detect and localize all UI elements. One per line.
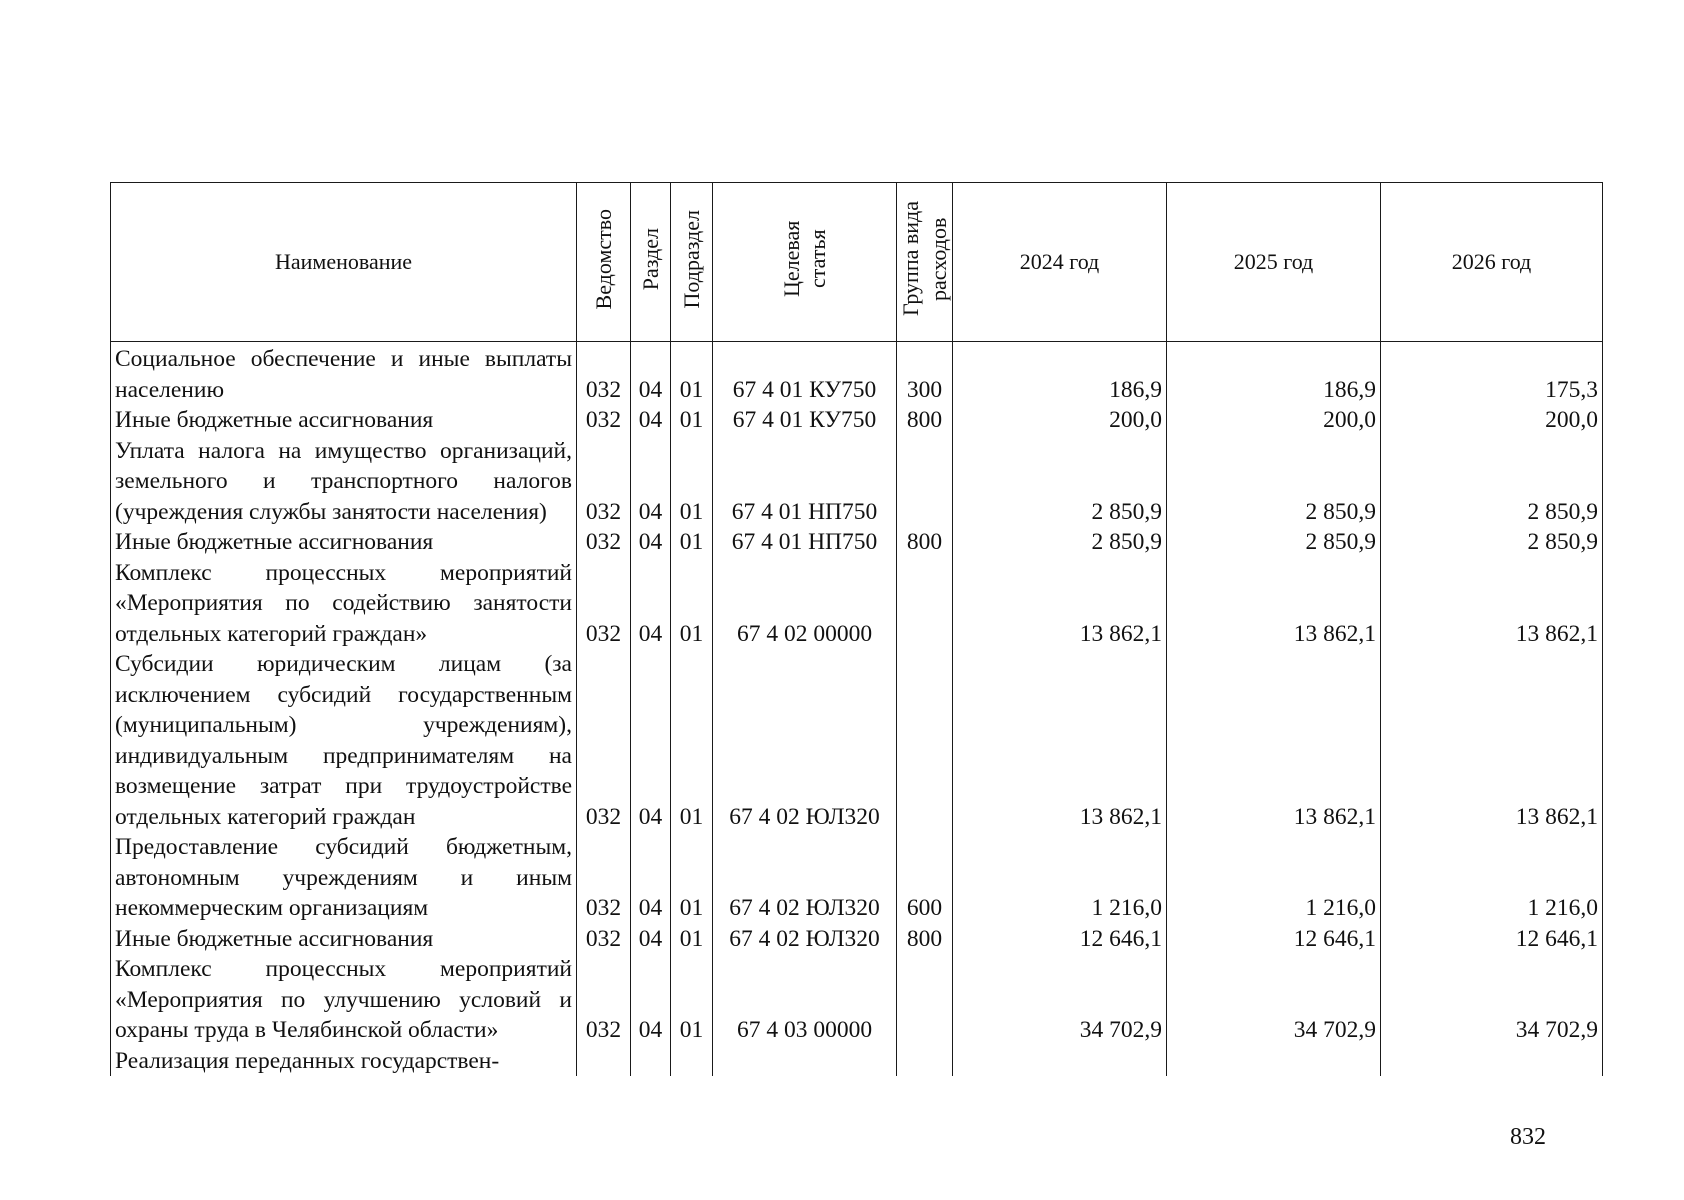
cell-subsection: 01 — [671, 405, 713, 436]
cell-y2024: 1 216,0 — [953, 832, 1167, 924]
cell-y2024: 2 850,9 — [953, 436, 1167, 528]
cell-subsection: 01 — [671, 649, 713, 832]
cell-subsection: 01 — [671, 558, 713, 650]
cell-department: 032 — [577, 832, 631, 924]
cell-subsection — [671, 1046, 713, 1077]
header-year-2026: 2026 год — [1381, 183, 1603, 342]
cell-y2025: 2 850,9 — [1167, 436, 1381, 528]
cell-target-item: 67 4 02 ЮЛ320 — [713, 924, 897, 955]
cell-y2024: 12 646,1 — [953, 924, 1167, 955]
cell-department — [577, 1046, 631, 1077]
cell-name: Иные бюджетные ассигнования — [111, 527, 577, 558]
cell-name: Уплата налога на имущество организаций, земельного и транспортного налогов (учреждения службы занятости населения) — [111, 436, 577, 528]
header-name: Наименование — [111, 183, 577, 342]
cell-expense-group: 600 — [897, 832, 953, 924]
cell-y2026: 12 646,1 — [1381, 924, 1603, 955]
cell-y2024: 34 702,9 — [953, 954, 1167, 1046]
cell-y2024: 13 862,1 — [953, 558, 1167, 650]
cell-department: 032 — [577, 954, 631, 1046]
cell-target-item — [713, 1046, 897, 1077]
cell-section: 04 — [631, 832, 671, 924]
table-row — [111, 649, 1603, 832]
cell-expense-group — [897, 1046, 953, 1077]
cell-y2025: 2 850,9 — [1167, 527, 1381, 558]
cell-target-item: 67 4 03 00000 — [713, 954, 897, 1046]
cell-y2025: 12 646,1 — [1167, 924, 1381, 955]
cell-department: 032 — [577, 342, 631, 406]
cell-department: 032 — [577, 558, 631, 650]
cell-y2026: 34 702,9 — [1381, 954, 1603, 1046]
cell-subsection: 01 — [671, 832, 713, 924]
cell-section: 04 — [631, 436, 671, 528]
cell-section: 04 — [631, 405, 671, 436]
table-body — [111, 342, 1603, 1077]
cell-expense-group — [897, 649, 953, 832]
cell-target-item: 67 4 02 ЮЛ320 — [713, 832, 897, 924]
cell-department: 032 — [577, 924, 631, 955]
cell-section: 04 — [631, 558, 671, 650]
cell-name: Иные бюджетные ассигнования — [111, 405, 577, 436]
cell-y2026: 200,0 — [1381, 405, 1603, 436]
cell-section: 04 — [631, 342, 671, 406]
cell-target-item: 67 4 01 КУ750 — [713, 405, 897, 436]
cell-y2026: 1 216,0 — [1381, 832, 1603, 924]
cell-y2024: 13 862,1 — [953, 649, 1167, 832]
header-department: Ведомство — [577, 183, 631, 342]
cell-y2024: 200,0 — [953, 405, 1167, 436]
budget-table — [110, 182, 1603, 1076]
cell-y2025 — [1167, 1046, 1381, 1077]
cell-y2026: 2 850,9 — [1381, 527, 1603, 558]
cell-expense-group: 800 — [897, 405, 953, 436]
header-year-2025: 2025 год — [1167, 183, 1381, 342]
cell-expense-group: 300 — [897, 342, 953, 406]
cell-y2026: 13 862,1 — [1381, 649, 1603, 832]
cell-department: 032 — [577, 405, 631, 436]
cell-y2025: 13 862,1 — [1167, 649, 1381, 832]
table-row — [111, 527, 1603, 558]
cell-target-item: 67 4 01 НП750 — [713, 436, 897, 528]
cell-expense-group — [897, 558, 953, 650]
cell-department: 032 — [577, 649, 631, 832]
cell-y2025: 13 862,1 — [1167, 558, 1381, 650]
cell-name: Социальное обеспечение и иные выплаты населению — [111, 342, 577, 406]
table-row — [111, 924, 1603, 955]
header-section: Раздел — [631, 183, 671, 342]
table-row — [111, 436, 1603, 528]
cell-subsection: 01 — [671, 924, 713, 955]
cell-department: 032 — [577, 436, 631, 528]
table-row — [111, 342, 1603, 406]
cell-section: 04 — [631, 649, 671, 832]
cell-section: 04 — [631, 924, 671, 955]
cell-section — [631, 1046, 671, 1077]
header-subsection: Подраздел — [671, 183, 713, 342]
cell-y2025: 186,9 — [1167, 342, 1381, 406]
cell-y2024: 186,9 — [953, 342, 1167, 406]
cell-target-item: 67 4 01 НП750 — [713, 527, 897, 558]
page-number: 832 — [1510, 1124, 1546, 1150]
table-row — [111, 558, 1603, 650]
table-row — [111, 954, 1603, 1046]
table-row — [111, 1046, 1603, 1077]
cell-y2024 — [953, 1046, 1167, 1077]
cell-y2024: 2 850,9 — [953, 527, 1167, 558]
cell-target-item: 67 4 02 ЮЛ320 — [713, 649, 897, 832]
cell-target-item: 67 4 01 КУ750 — [713, 342, 897, 406]
cell-expense-group — [897, 436, 953, 528]
cell-subsection: 01 — [671, 527, 713, 558]
cell-department: 032 — [577, 527, 631, 558]
cell-section: 04 — [631, 527, 671, 558]
cell-target-item: 67 4 02 00000 — [713, 558, 897, 650]
cell-name: Комплекс процессных мероприятий «Мероприятия по содействию занятости отдельных категорий граждан» — [111, 558, 577, 650]
cell-subsection: 01 — [671, 436, 713, 528]
table-row — [111, 405, 1603, 436]
cell-subsection: 01 — [671, 954, 713, 1046]
cell-name: Комплекс процессных мероприятий «Мероприятия по улучшению условий и охраны труда в Челябинской области» — [111, 954, 577, 1046]
cell-y2025: 200,0 — [1167, 405, 1381, 436]
cell-y2025: 34 702,9 — [1167, 954, 1381, 1046]
cell-section: 04 — [631, 954, 671, 1046]
header-target-item: Целевая статья — [713, 183, 897, 342]
header-expense-group: Группа вида расходов — [897, 183, 953, 342]
cell-expense-group: 800 — [897, 527, 953, 558]
cell-y2026: 175,3 — [1381, 342, 1603, 406]
cell-name: Иные бюджетные ассигнования — [111, 924, 577, 955]
cell-name: Субсидии юридическим лицам (за исключением субсидий государственным (муниципальным) учреждениям), индивидуальным предпринимателям на возмещение затрат при трудоустройстве отдельных категорий граждан — [111, 649, 577, 832]
cell-subsection: 01 — [671, 342, 713, 406]
cell-name: Предоставление субсидий бюджетным, автономным учреждениям и иным некоммерческим организациям — [111, 832, 577, 924]
cell-y2026: 13 862,1 — [1381, 558, 1603, 650]
header-row — [111, 183, 1603, 342]
header-year-2024: 2024 год — [953, 183, 1167, 342]
cell-expense-group — [897, 954, 953, 1046]
table-row — [111, 832, 1603, 924]
cell-y2025: 1 216,0 — [1167, 832, 1381, 924]
cell-y2026 — [1381, 1046, 1603, 1077]
cell-y2026: 2 850,9 — [1381, 436, 1603, 528]
cell-name: Реализация переданных государствен- — [111, 1046, 577, 1077]
cell-expense-group: 800 — [897, 924, 953, 955]
